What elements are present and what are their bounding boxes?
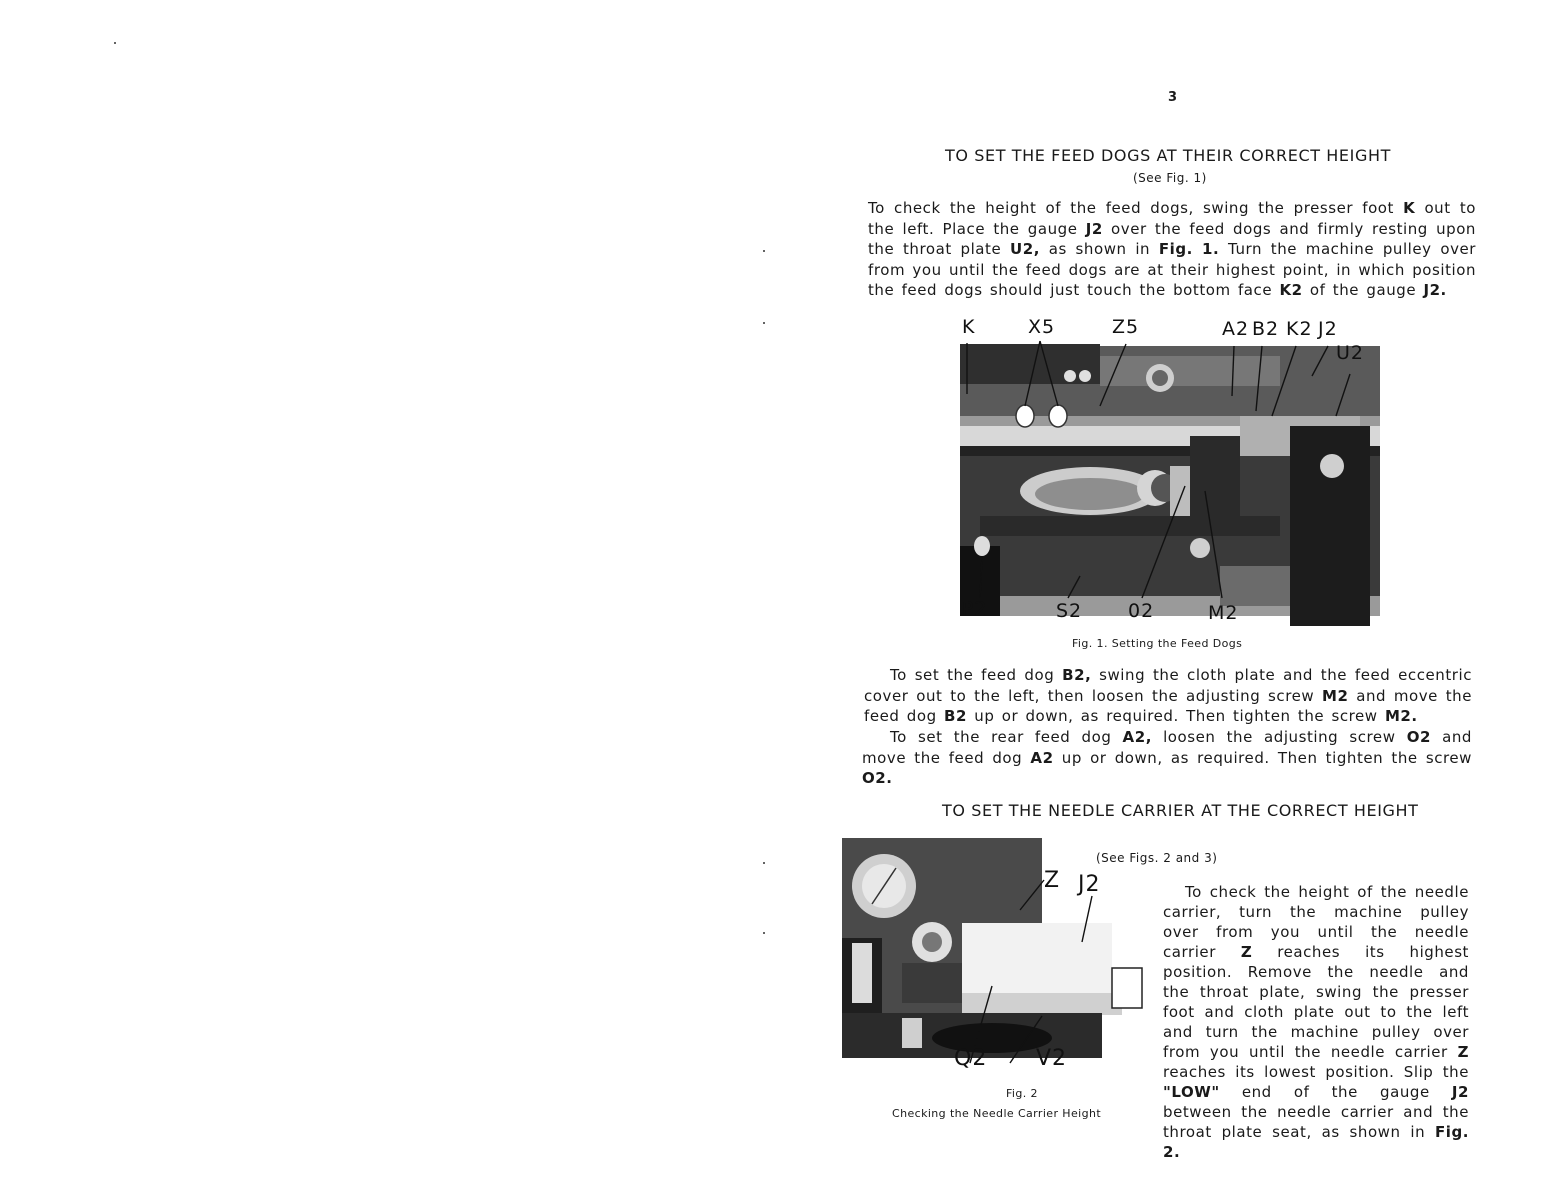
label-z: Z bbox=[1044, 868, 1061, 893]
ref-a2: A2, bbox=[1122, 728, 1152, 746]
needle-carrier-photo-illustration bbox=[842, 838, 1160, 1078]
feed-dogs-photo-illustration bbox=[960, 316, 1555, 628]
label-p2: P2 bbox=[962, 598, 988, 620]
label-s2: S2 bbox=[1056, 600, 1083, 622]
ref-b2: B2, bbox=[1062, 666, 1092, 684]
label-x5: X5 bbox=[1028, 316, 1056, 338]
paragraph-check-needle-carrier: To check the height of the needle carrier, turn the machine pulley over from you until the needle carrier Z reaches its highest position. Remove the needle and the throat plate, swing the presser foot and cloth plate out to the left and turn the machine pulley over from you until the needle carrier Z reaches its lowest position. Slip the "LOW" end of the gauge J2 between the needle carrier and the throat plate seat, as shown in Fig. 2. bbox=[1163, 883, 1469, 1161]
ref-a2: A2 bbox=[1030, 748, 1054, 767]
figure-2-caption-title: Checking the Needle Carrier Height bbox=[892, 1107, 1102, 1120]
label-q2: Q2 bbox=[954, 1046, 988, 1071]
page-number: 3 bbox=[1168, 90, 1178, 105]
label-u2: U2 bbox=[1336, 342, 1364, 364]
ref-k: K bbox=[1403, 199, 1416, 217]
paragraph-check-feed-dogs: To check the height of the feed dogs, swing the presser foot K out to the left. Place the gauge J2 over the feed dogs and firmly resting upon the throat plate U2, as shown in Fig. 1. Turn the machine pulley over from you until the feed dogs are at their highest point, in which position the feed dogs should just touch the bottom face K2 of the gauge J2. bbox=[868, 199, 1477, 299]
ref-j2: J2. bbox=[1423, 281, 1447, 299]
label-j2: J2 bbox=[1318, 318, 1338, 340]
scan-speck bbox=[763, 250, 765, 252]
label-j2: J2 bbox=[1078, 872, 1101, 897]
label-m2: M2 bbox=[1208, 602, 1239, 624]
scan-speck bbox=[763, 862, 765, 864]
ref-b2: B2 bbox=[943, 707, 967, 725]
section-heading-needle-carrier: TO SET THE NEEDLE CARRIER AT THE CORRECT HEIGHT bbox=[942, 801, 1419, 820]
figure-1-photo bbox=[960, 316, 1555, 628]
ref-m2: M2 bbox=[1321, 686, 1349, 705]
ref-o2: O2. bbox=[862, 769, 893, 787]
section-heading-feed-dogs: TO SET THE FEED DOGS AT THEIR CORRECT HEIGHT bbox=[945, 146, 1391, 165]
scan-speck bbox=[763, 322, 765, 324]
ref-j2: J2 bbox=[1085, 219, 1103, 238]
label-v2: V2 bbox=[1036, 1046, 1068, 1071]
paragraph-set-rear-feed-dog-a2: To set the rear feed dog A2, loosen the adjusting screw O2 and move the feed dog A2 up or down, as required. Then tighten the screw O2. bbox=[862, 728, 1472, 787]
label-k: K bbox=[962, 316, 976, 338]
paragraph-set-feed-dog-b2: To set the feed dog B2, swing the cloth plate and the feed eccentric cover out to the left, then loosen the adjusting screw M2 and move the feed dog B2 up or down, as required. Then tighten the screw M2. bbox=[864, 666, 1473, 725]
figure-2-caption-number: Fig. 2 bbox=[1006, 1087, 1038, 1100]
right-page bbox=[780, 0, 1555, 1195]
label-a2: A2 bbox=[1222, 318, 1250, 340]
ref-fig2: Fig. 2. bbox=[1163, 1123, 1469, 1161]
label-o2: 02 bbox=[1128, 600, 1155, 622]
scan-speck bbox=[763, 932, 765, 934]
figure-1-caption: Fig. 1. Setting the Feed Dogs bbox=[1072, 637, 1243, 650]
ref-j2: J2 bbox=[1451, 1083, 1469, 1101]
label-z5: Z5 bbox=[1112, 316, 1140, 338]
scan-speck bbox=[114, 42, 116, 44]
figure-reference: (See Figs. 2 and 3) bbox=[1096, 851, 1218, 865]
ref-m2: M2. bbox=[1384, 707, 1418, 725]
ref-z: Z bbox=[1457, 1043, 1469, 1061]
ref-fig1: Fig. 1. bbox=[1158, 240, 1220, 258]
ref-k2: K2 bbox=[1279, 281, 1303, 299]
ref-z: Z bbox=[1240, 943, 1253, 961]
ref-low: "LOW" bbox=[1163, 1083, 1220, 1101]
ref-u2: U2, bbox=[1010, 240, 1040, 258]
ref-o2: O2 bbox=[1406, 728, 1431, 746]
label-b2: B2 bbox=[1252, 318, 1280, 340]
figure-2-photo bbox=[842, 838, 1160, 1078]
label-k2: K2 bbox=[1286, 318, 1313, 340]
figure-reference: (See Fig. 1) bbox=[1133, 171, 1207, 185]
